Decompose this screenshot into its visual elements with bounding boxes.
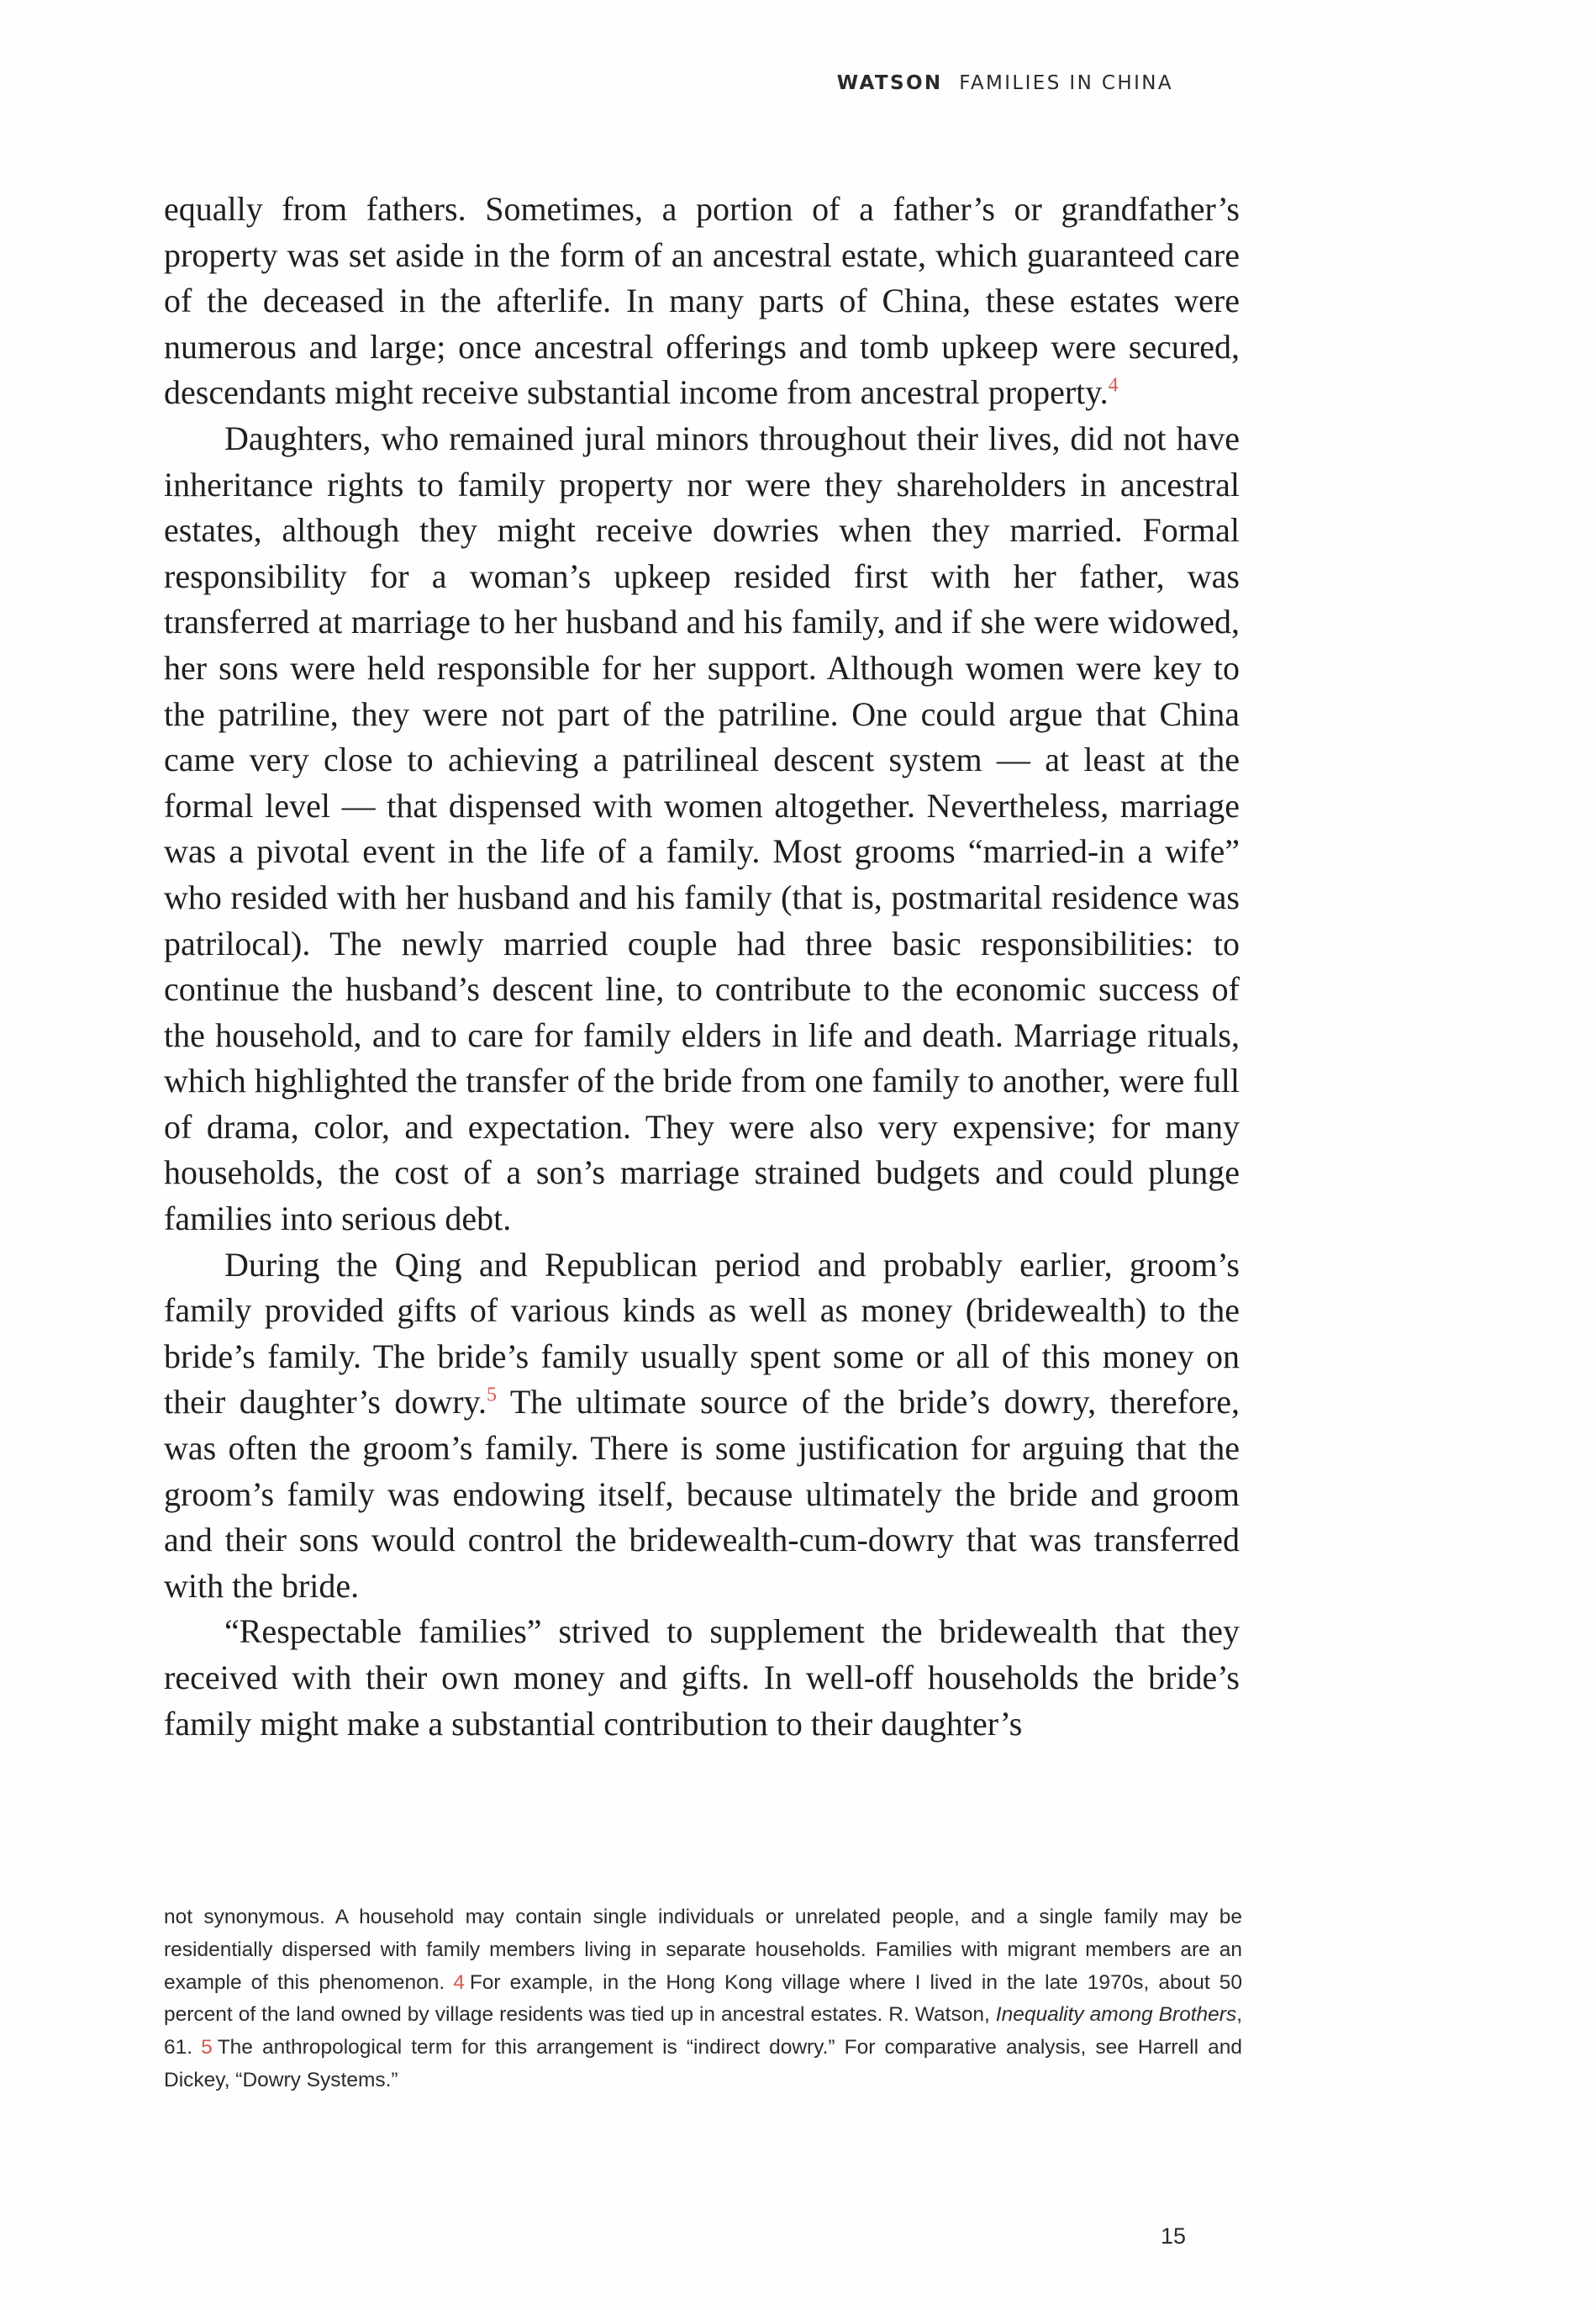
- paragraph-4: [164, 1609, 1240, 1747]
- running-head-author: WATSON: [836, 72, 943, 94]
- footnote-continued: not synonymous. A household may contain single individuals or unrelated people, and a single family may be residentially dispersed with family members living in separate households. Families with migrant members are an example of this phenomenon.: [164, 1906, 1242, 1994]
- paragraph-3: [164, 1242, 1240, 1610]
- paragraph-2-text: Daughters, who remained jural minors throughout their lives, did not have inheritance rights to family property nor were they shareholders in ancestral estates, although they might receive dowries when they married. Formal responsibility for a woman’s upkeep resided first with her father, was transferred at marriage to her husband and his family, and if she were widowed, her sons were held responsible for her support. Although women were key to the patriline, they were not part of the patriline. One could argue that China came very close to achieving a patrilineal descent system — at least at the formal level — that dispensed with women altogether. Nevertheless, marriage was a pivotal event in the life of a family. Most grooms “married-in a wife” who resided with her husband and his family (that is, postmarital residence was patrilocal). The newly married couple had three basic responsibilities: to continue the husband’s descent line, to contribute to the economic success of the household, and to care for family elders in life and death. Marriage rituals, which highlighted the transfer of the bride from one family to another, were full of drama, color, and expectation. They were also very expensive; for many households, the cost of a son’s marriage strained budgets and could plunge families into serious debt.: [164, 419, 1240, 1238]
- running-head-title: FAMILIES IN CHINA: [959, 72, 1173, 94]
- note-ref-5[interactable]: 5: [487, 1384, 498, 1407]
- footnote-4-text-after: , 61.: [164, 2003, 1243, 2059]
- footnote-4-number: 4: [453, 1970, 465, 1994]
- body-text: [164, 187, 1240, 1747]
- running-head: [837, 72, 1173, 94]
- footnote-5-text: The anthropological term for this arrangement is “indirect dowry.” For comparative analysis, see Harrell and Dickey, “Dowry Systems.”: [164, 2036, 1242, 2091]
- paragraph-2: [164, 416, 1240, 1242]
- paragraph-1: [164, 187, 1240, 416]
- paragraph-4-text: “Respectable families” strived to supplement the bridewealth that they received with their own money and gifts. In well-off households the bride’s family might make a substantial contribution to their daughter’s: [164, 1612, 1240, 1743]
- footnote-4-text-before: For example, in the Hong Kong village where I lived in the late 1970s, about 50 percent of the land owned by village residents was tied up in ancestral estates. R. Watson,: [164, 1970, 1242, 2027]
- page-number: 15: [1161, 2223, 1187, 2249]
- paragraph-3-text-after: The ultimate source of the bride’s dowry, therefore, was often the groom’s family. There is some justification for arguing that the groom’s family was endowing itself, because ultimately the bride and groom and their sons would control the bridewealth-cum-dowry that was transferred with the bride.: [164, 1383, 1240, 1605]
- paragraph-1-text: equally from fathers. Sometimes, a portion of a father’s or grandfather’s property was set aside in the form of an ancestral estate, which guaranteed care of the deceased in the afterlife. In many parts of China, these estates were numerous and large; once ancestral offerings and tomb upkeep were secured, descendants might receive substantial income from ancestral property.: [164, 190, 1240, 412]
- footnotes: [164, 1901, 1242, 2097]
- note-ref-4[interactable]: 4: [1108, 375, 1119, 398]
- footnote-4-book-title: Inequality among Brothers: [995, 2003, 1237, 2027]
- paragraph-3-text-before: During the Qing and Republican period and probably earlier, groom’s family provided gifts of various kinds as well as money (bridewealth) to the bride’s family. The bride’s family usually spent some or all of this money on their daughter’s dowry.: [164, 1245, 1240, 1421]
- footnote-5-number: 5: [201, 2036, 213, 2059]
